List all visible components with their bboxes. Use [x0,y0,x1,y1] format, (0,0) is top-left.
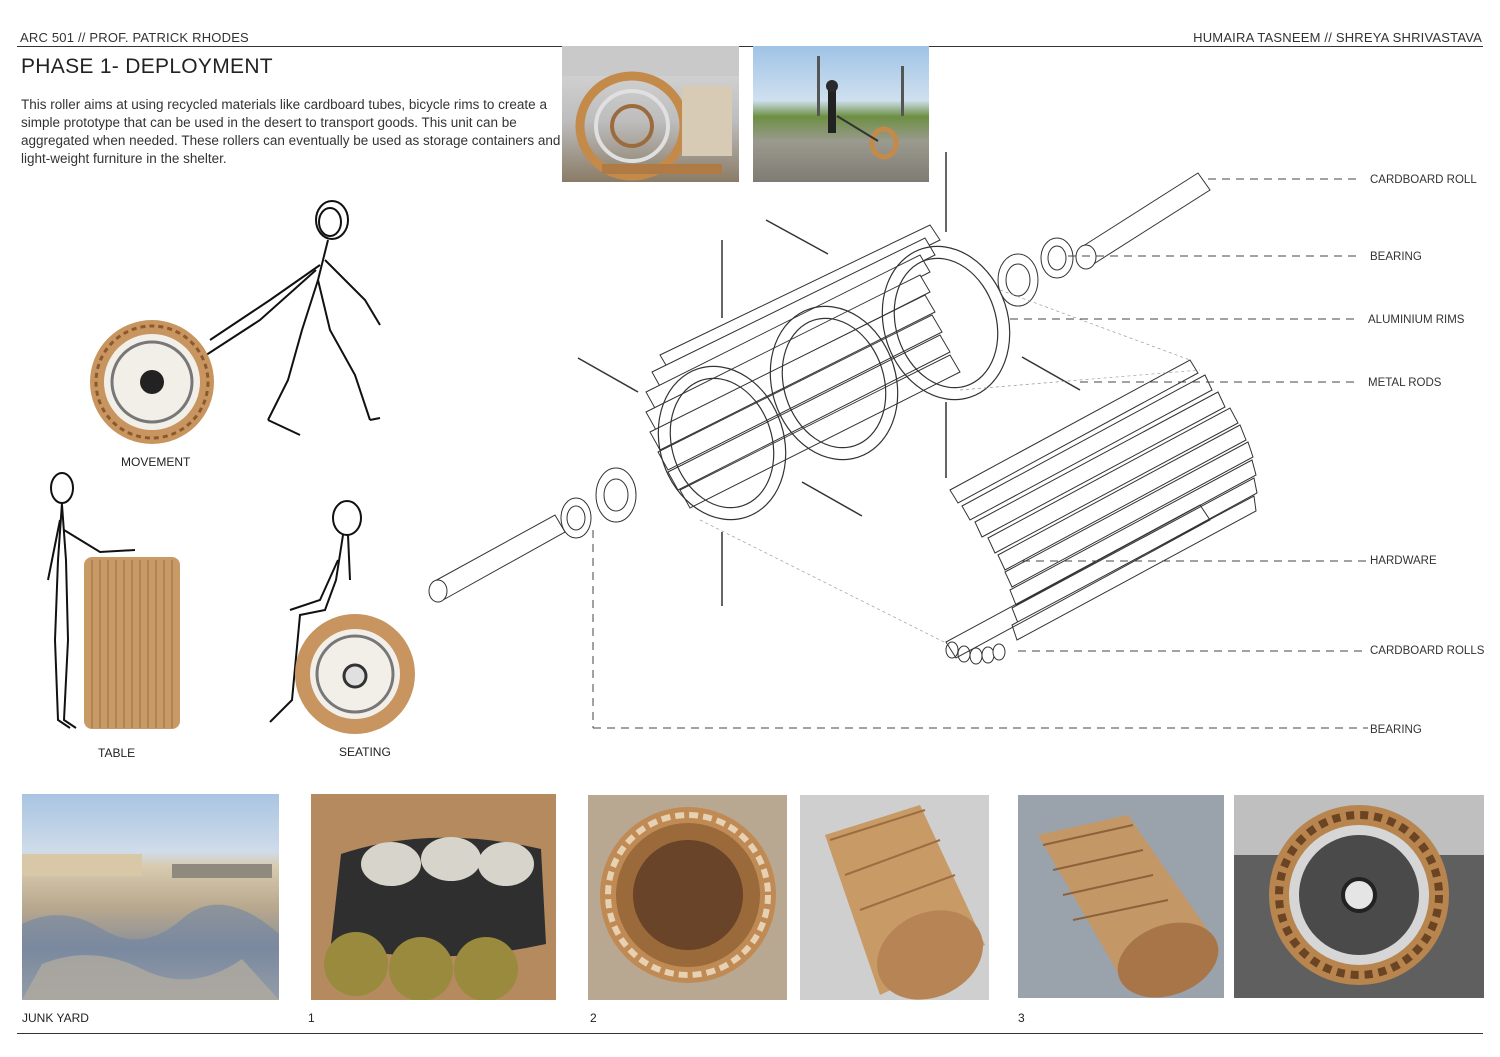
movement-caption: MOVEMENT [121,455,191,469]
seating-caption: SEATING [339,745,391,759]
label-aluminium-rims: ALUMINIUM RIMS [1368,314,1465,326]
bottom-bearings [561,468,636,538]
step-2-caption: 2 [590,1011,597,1025]
label-bearing-top: BEARING [1370,251,1422,263]
top-bearings [998,238,1073,306]
top-cardboard-roll [1076,173,1210,269]
cardboard-ring-photo [588,795,787,1000]
lower-cardboard-rolls [946,360,1257,664]
tire-cans-photo [311,794,556,1000]
label-bearing-bottom: BEARING [1370,724,1422,736]
label-hardware: HARDWARE [1370,555,1437,567]
bottom-cardboard-roll [429,515,565,602]
junk-yard-photo [22,794,279,1000]
authors-header: HUMAIRA TASNEEM // SHREYA SHRIVASTAVA [1193,30,1482,45]
label-cardboard-roll: CARDBOARD ROLL [1370,174,1477,186]
label-cardboard-rolls: CARDBOARD ROLLS [1370,645,1485,657]
project-description: This roller aims at using recycled materials like cardboard tubes, bicycle rims to create a simple prototype that can be used in the desert to transport goods. This unit can be aggregated when needed. These rollers can eventually be used as storage containers and light-weight furniture in the shelter. [21,97,561,166]
step-1-caption: 1 [308,1011,315,1025]
course-header: ARC 501 // PROF. PATRICK RHODES [20,30,249,45]
roller-front-photo [1234,795,1484,998]
roller-side-photo [1018,795,1224,998]
junk-yard-caption: JUNK YARD [22,1011,89,1025]
cardboard-bundle-photo [800,795,989,1000]
table-caption: TABLE [98,746,136,760]
step-3-caption: 3 [1018,1011,1025,1025]
label-metal-rods: METAL RODS [1368,377,1442,389]
page-title: PHASE 1- DEPLOYMENT [21,55,273,78]
